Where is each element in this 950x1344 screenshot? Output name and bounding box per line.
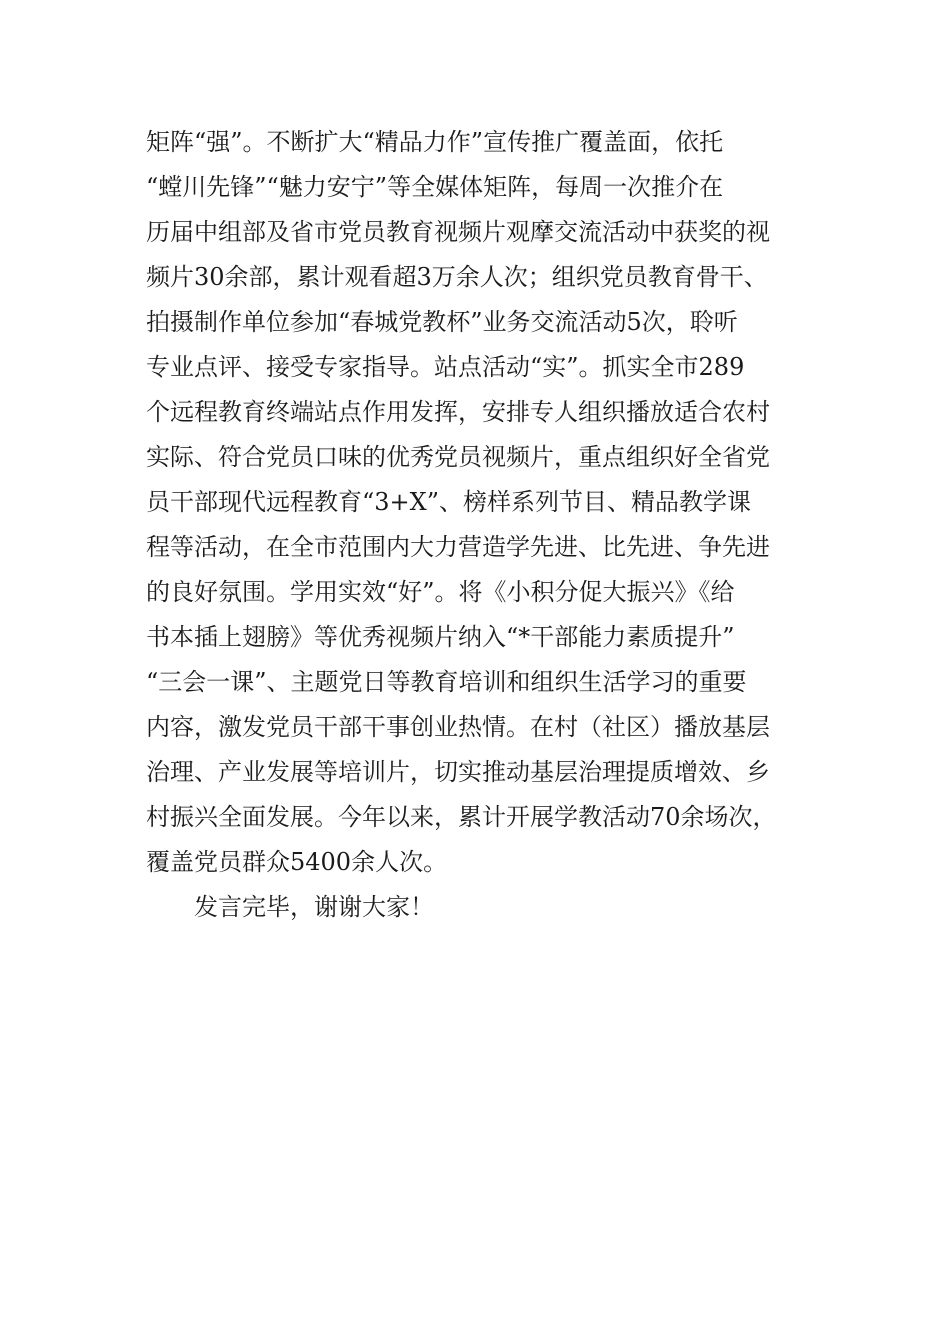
- text-line: 书本插上翅膀》等优秀视频片纳入“*干部能力素质提升”: [146, 623, 735, 651]
- body-text: [146, 120, 816, 930]
- text-line: 程等活动，在全市范围内大力营造学先进、比先进、争先进: [146, 533, 770, 561]
- closing-line: 发言完毕，谢谢大家！: [194, 893, 434, 921]
- text-line: “螳川先锋”“魅力安宁”等全媒体矩阵，每周一次推介在: [146, 173, 724, 201]
- text-line: 矩阵“强”。不断扩大“精品力作”宣传推广覆盖面，依托: [146, 128, 724, 156]
- text-line: 村振兴全面发展。今年以来，累计开展学教活动70余场次，: [146, 803, 777, 831]
- text-line: 覆盖党员群众5400余人次。: [146, 848, 448, 876]
- text-line: 实际、符合党员口味的优秀党员视频片，重点组织好全省党: [146, 443, 770, 471]
- text-line: 专业点评、接受专家指导。站点活动“实”。抓实全市289: [146, 353, 745, 381]
- text-line: 频片30余部，累计观看超3万余人次；组织党员教育骨干、: [146, 263, 768, 291]
- text-line: 历届中组部及省市党员教育视频片观摩交流活动中获奖的视: [146, 218, 770, 246]
- text-line: 员干部现代远程教育“3+X”、榜样系列节目、精品教学课: [146, 488, 752, 516]
- text-line: 的良好氛围。学用实效“好”。将《小积分促大振兴》《给: [146, 578, 735, 606]
- text-line: 个远程教育终端站点作用发挥，安排专人组织播放适合农村: [146, 398, 770, 426]
- text-line: 拍摄制作单位参加“春城党教杯”业务交流活动5次，聆听: [146, 308, 738, 336]
- text-line: “三会一课”、主题党日等教育培训和组织生活学习的重要: [146, 668, 747, 696]
- text-line: 内容，激发党员干部干事创业热情。在村（社区）播放基层: [146, 713, 770, 741]
- text-line: 治理、产业发展等培训片，切实推动基层治理提质增效、乡: [146, 758, 770, 786]
